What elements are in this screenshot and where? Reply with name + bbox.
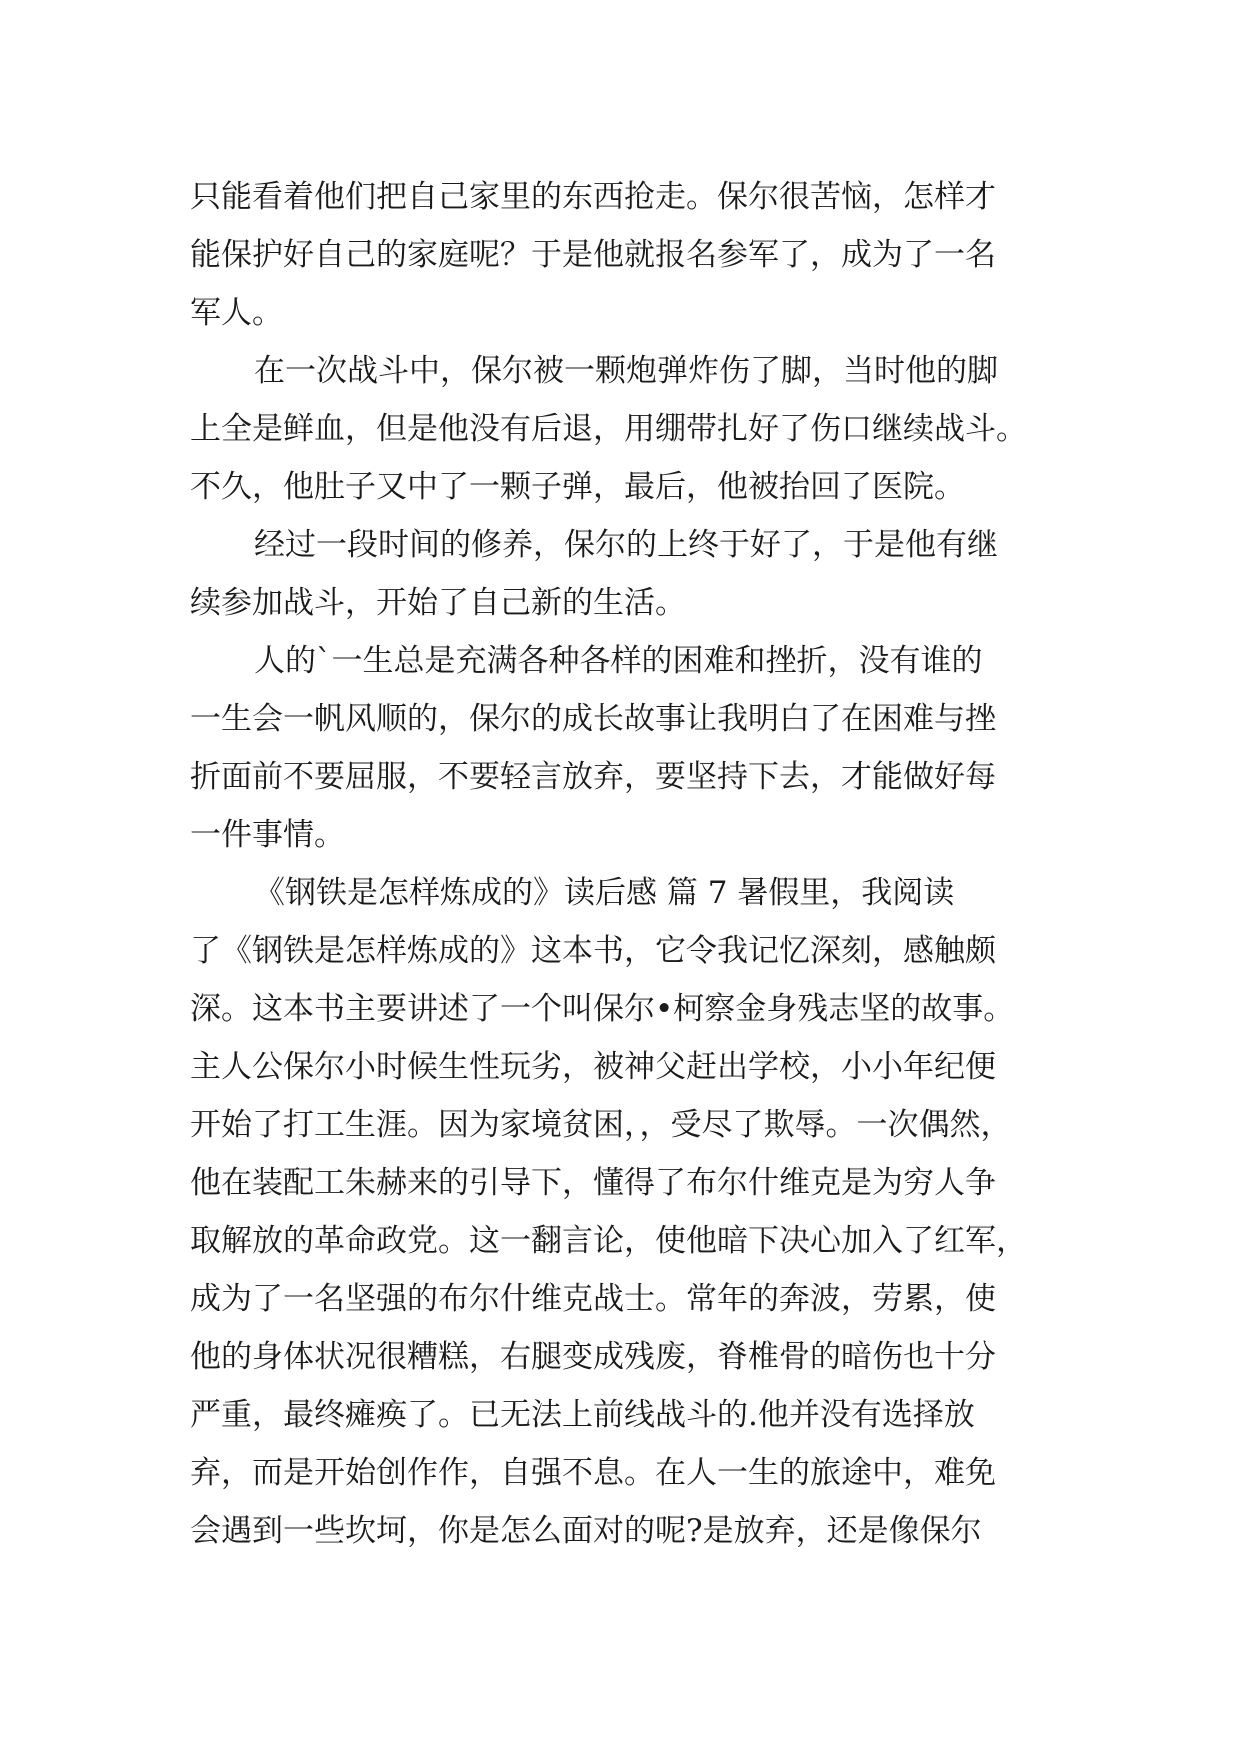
text-line: 会遇到一些坎坷，你是怎么面对的呢?是放弃，还是像保尔 — [190, 1513, 982, 1549]
paragraph-start-line: 人的`一生总是充满各种各样的困难和挫折，没有谁的 — [254, 643, 983, 679]
paragraph-start-line: 在一次战斗中，保尔被一颗炮弹炸伤了脚，当时他的脚 — [254, 353, 998, 389]
text-line: 折面前不要屈服，不要轻言放弃，要坚持下去，才能做好每 — [190, 759, 996, 795]
text-line: 开始了打工生涯。因为家境贫困，，受尽了欺辱。一次偶然， — [190, 1107, 1012, 1143]
text-line: 上全是鲜血，但是他没有后退，用绷带扎好了伤口继续战斗。 — [190, 411, 1027, 447]
text-line: 一生会一帆风顺的，保尔的成长故事让我明白了在困难与挫 — [190, 701, 996, 737]
document-body — [190, 168, 1070, 1560]
text-line: 取解放的革命政党。这一翻言论，使他暗下决心加入了红军， — [190, 1223, 1027, 1259]
text-line: 了《钢铁是怎样炼成的》这本书，它令我记忆深刻，感触颇 — [190, 933, 996, 969]
text-line: 成为了一名坚强的布尔什维克战士。常年的奔波，劳累，使 — [190, 1281, 996, 1317]
text-line: 只能看着他们把自己家里的东西抢走。保尔很苦恼，怎样才 — [190, 179, 996, 215]
text-line: 不久，他肚子又中了一颗子弹，最后，他被抬回了医院。 — [190, 469, 965, 505]
text-line: 一件事情。 — [190, 817, 345, 853]
text-line: 军人。 — [190, 295, 283, 331]
text-line: 能保护好自己的家庭呢？于是他就报名参军了，成为了一名 — [190, 237, 996, 273]
text-line: 主人公保尔小时候生性玩劣，被神父赶出学校，小小年纪便 — [190, 1049, 996, 1085]
text-line: 续参加战斗，开始了自己新的生活。 — [190, 585, 686, 621]
section-heading-line: 《钢铁是怎样炼成的》读后感 篇 7 暑假里，我阅读 — [254, 875, 955, 911]
text-line: 严重，最终瘫痪了。已无法上前线战斗的.他并没有选择放 — [190, 1397, 975, 1433]
text-line: 弃，而是开始创作作，自强不息。在人一生的旅途中，难免 — [190, 1455, 996, 1491]
text-line: 他的身体状况很糟糕，右腿变成残废，脊椎骨的暗伤也十分 — [190, 1339, 996, 1375]
text-line: 深。这本书主要讲述了一个叫保尔•柯察金身残志坚的故事。 — [190, 991, 1015, 1027]
text-line: 他在装配工朱赫来的引导下，懂得了布尔什维克是为穷人争 — [190, 1165, 996, 1201]
paragraph-start-line: 经过一段时间的修养，保尔的上终于好了，于是他有继 — [254, 527, 998, 563]
